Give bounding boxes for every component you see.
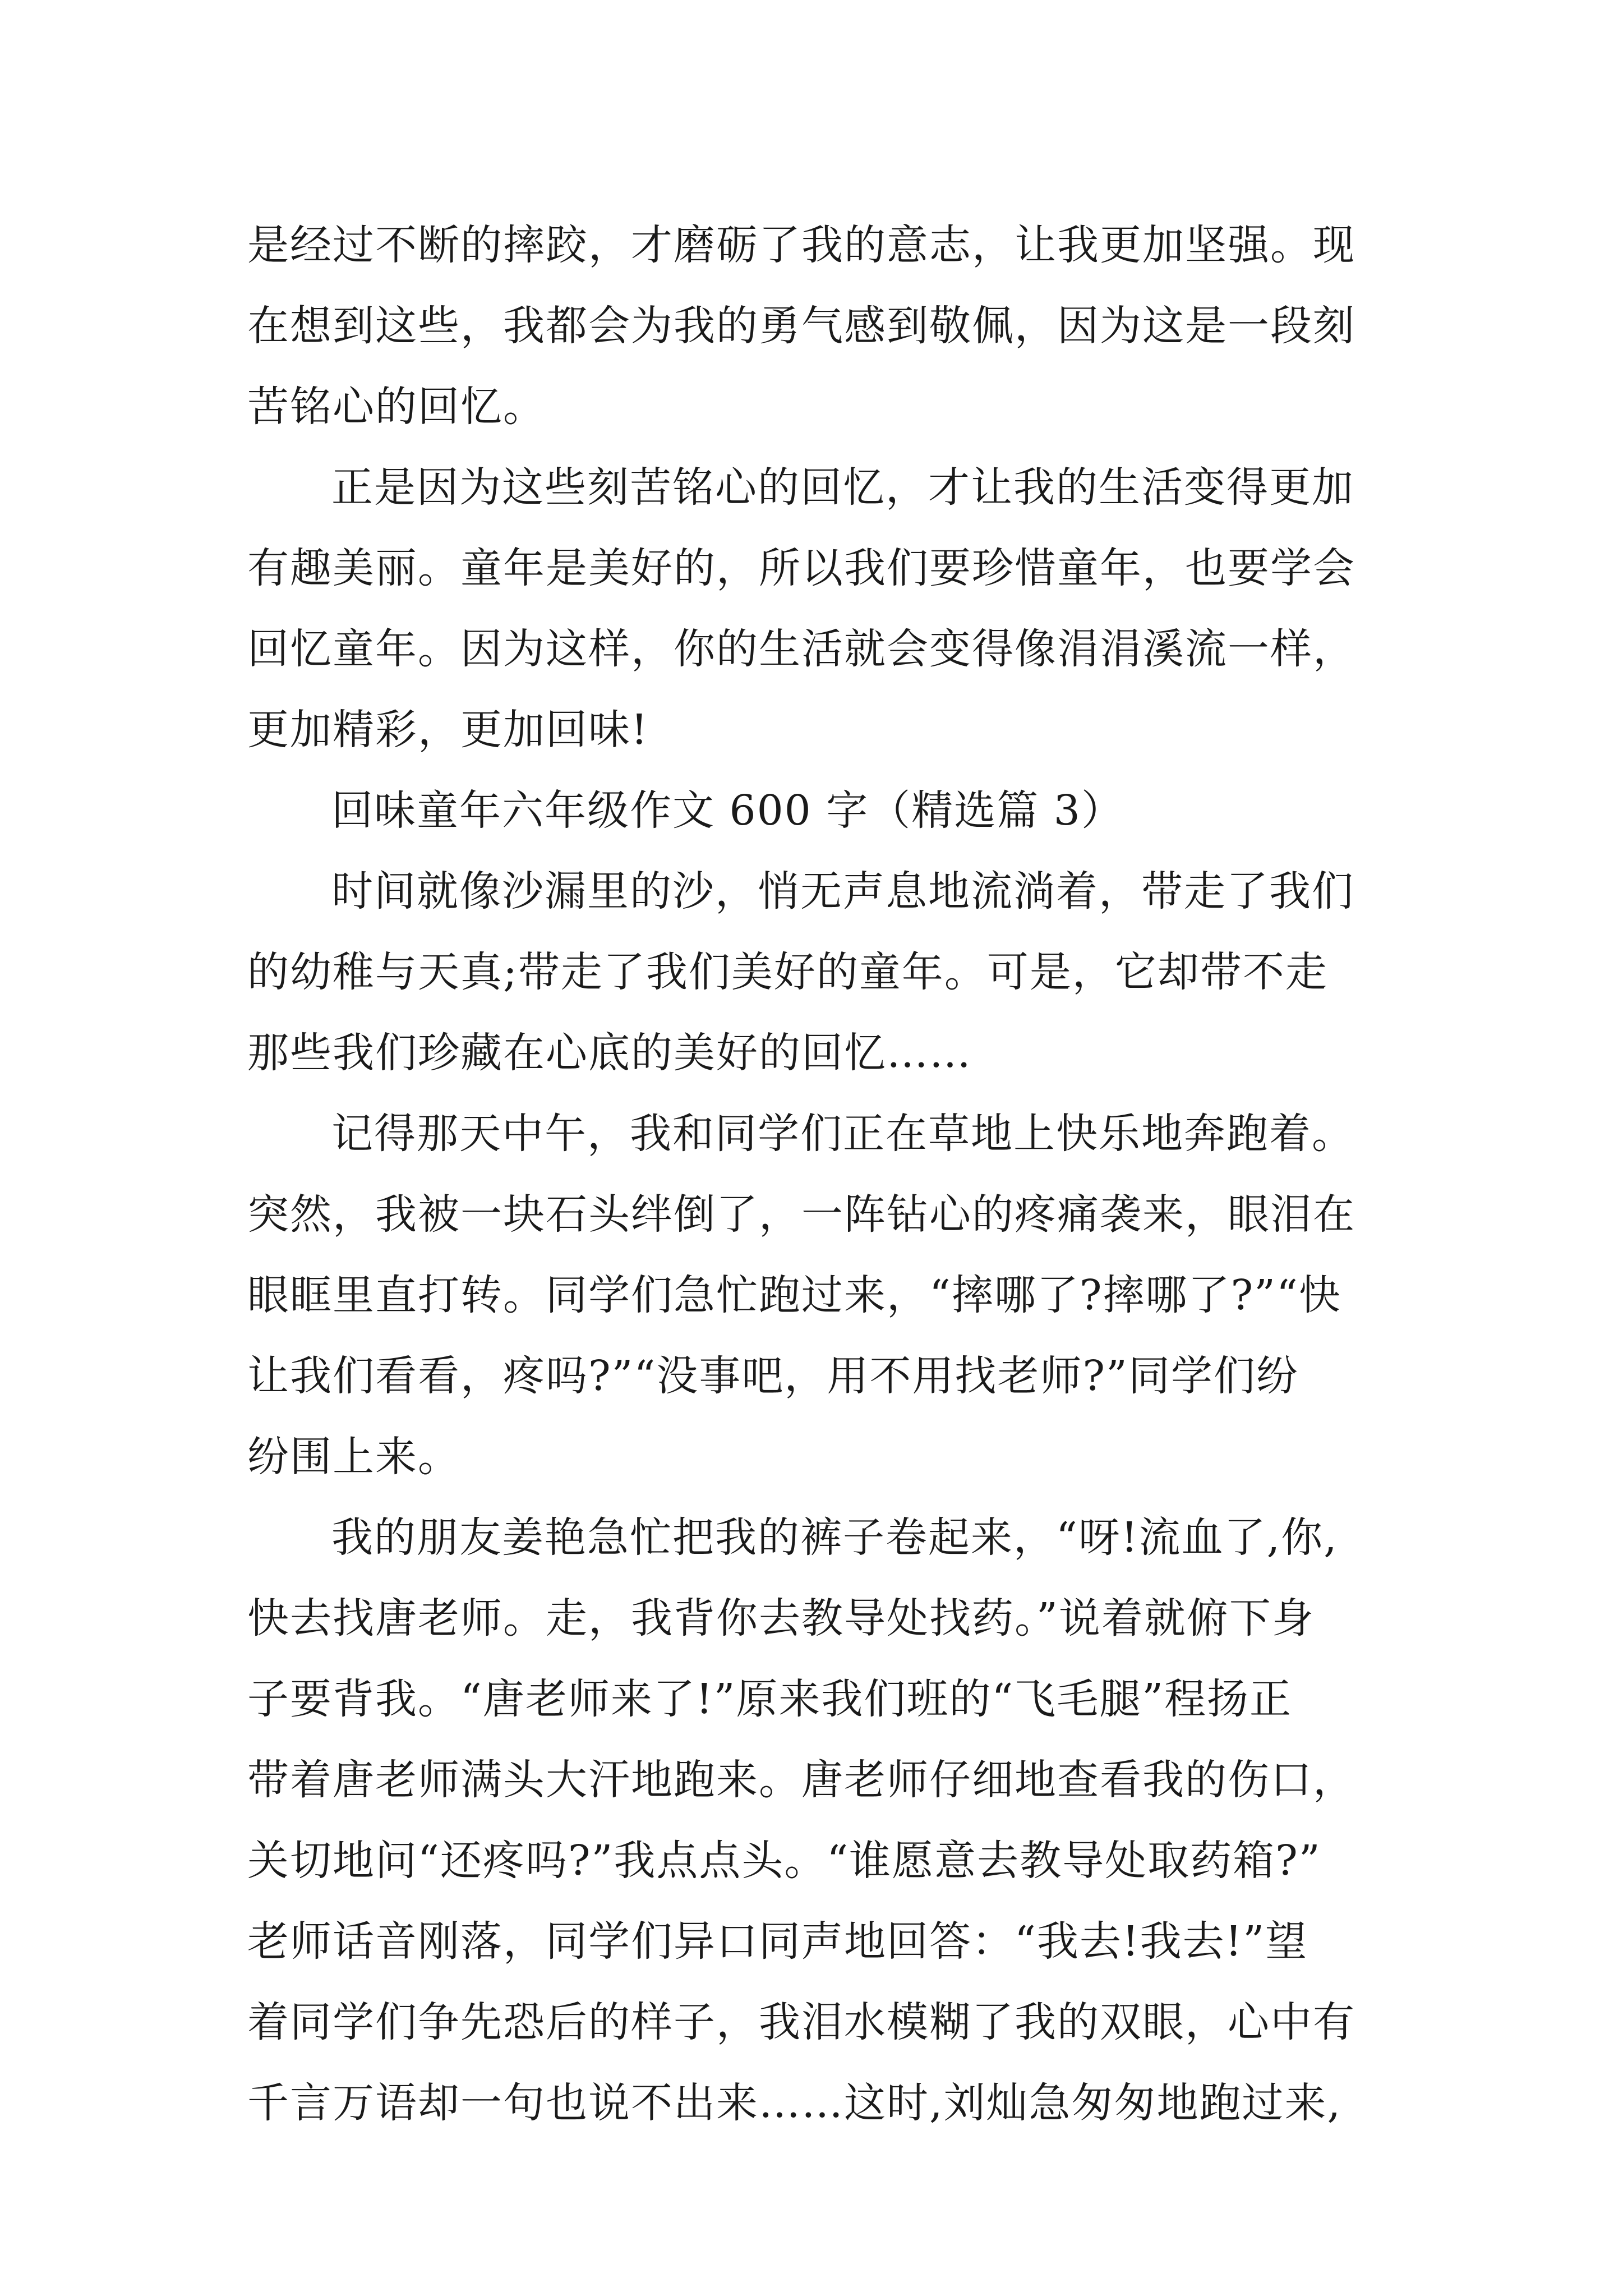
text-line: 千言万语却一句也说不出来……这时,刘灿急匆匆地跑过来, — [247, 2079, 1342, 2127]
text-line: 苦铭心的回忆。 — [247, 383, 546, 431]
text-line: 眼眶里直打转。同学们急忙跑过来，“摔哪了?摔哪了?”“快 — [247, 1271, 1341, 1319]
text-line: 正是因为这些刻苦铭心的回忆，才让我的生活变得更加 — [331, 463, 1354, 512]
text-line: 我的朋友姜艳急忙把我的裤子卷起来，“呀!流血了,你, — [331, 1513, 1338, 1562]
document-text-body — [247, 205, 1389, 2143]
text-line: 着同学们争先恐后的样子，我泪水模糊了我的双眼，心中有 — [247, 1998, 1355, 2046]
text-line: 记得那天中午，我和同学们正在草地上快乐地奔跑着。 — [331, 1110, 1354, 1158]
text-line: 突然，我被一块石头绊倒了，一阵钻心的疼痛袭来，眼泪在 — [247, 1190, 1355, 1239]
text-line: 在想到这些，我都会为我的勇气感到敬佩，因为这是一段刻 — [247, 302, 1355, 350]
text-line: 带着唐老师满头大汗地跑来。唐老师仔细地查看我的伤口， — [247, 1756, 1355, 1804]
text-line: 快去找唐老师。走，我背你去教导处找药。”说着就俯下身 — [247, 1594, 1315, 1642]
text-line: 子要背我。“唐老师来了!”原来我们班的“飞毛腿”程扬正 — [247, 1675, 1293, 1723]
text-line: 时间就像沙漏里的沙，悄无声息地流淌着，带走了我们 — [331, 867, 1354, 915]
text-line: 是经过不断的摔跤，才磨砺了我的意志，让我更加坚强。现 — [247, 221, 1355, 269]
text-line: 更加精彩，更加回味! — [247, 706, 649, 754]
text-line: 回味童年六年级作文 600 字（精选篇 3） — [331, 786, 1124, 835]
text-line: 的幼稚与天真;带走了我们美好的童年。可是，它却带不走 — [247, 948, 1328, 996]
text-line: 纷围上来。 — [247, 1433, 460, 1481]
text-line: 那些我们珍藏在心底的美好的回忆…… — [247, 1029, 972, 1077]
text-line: 老师话音刚落，同学们异口同声地回答：“我去!我去!”望 — [247, 1917, 1308, 1966]
text-line: 回忆童年。因为这样，你的生活就会变得像涓涓溪流一样， — [247, 625, 1355, 673]
text-line: 让我们看看，疼吗?”“没事吧，用不用找老师?”同学们纷 — [247, 1352, 1299, 1400]
text-line: 关切地问“还疼吗?”我点点头。“谁愿意去教导处取药箱?” — [247, 1837, 1321, 1885]
text-line: 有趣美丽。童年是美好的，所以我们要珍惜童年，也要学会 — [247, 544, 1355, 592]
